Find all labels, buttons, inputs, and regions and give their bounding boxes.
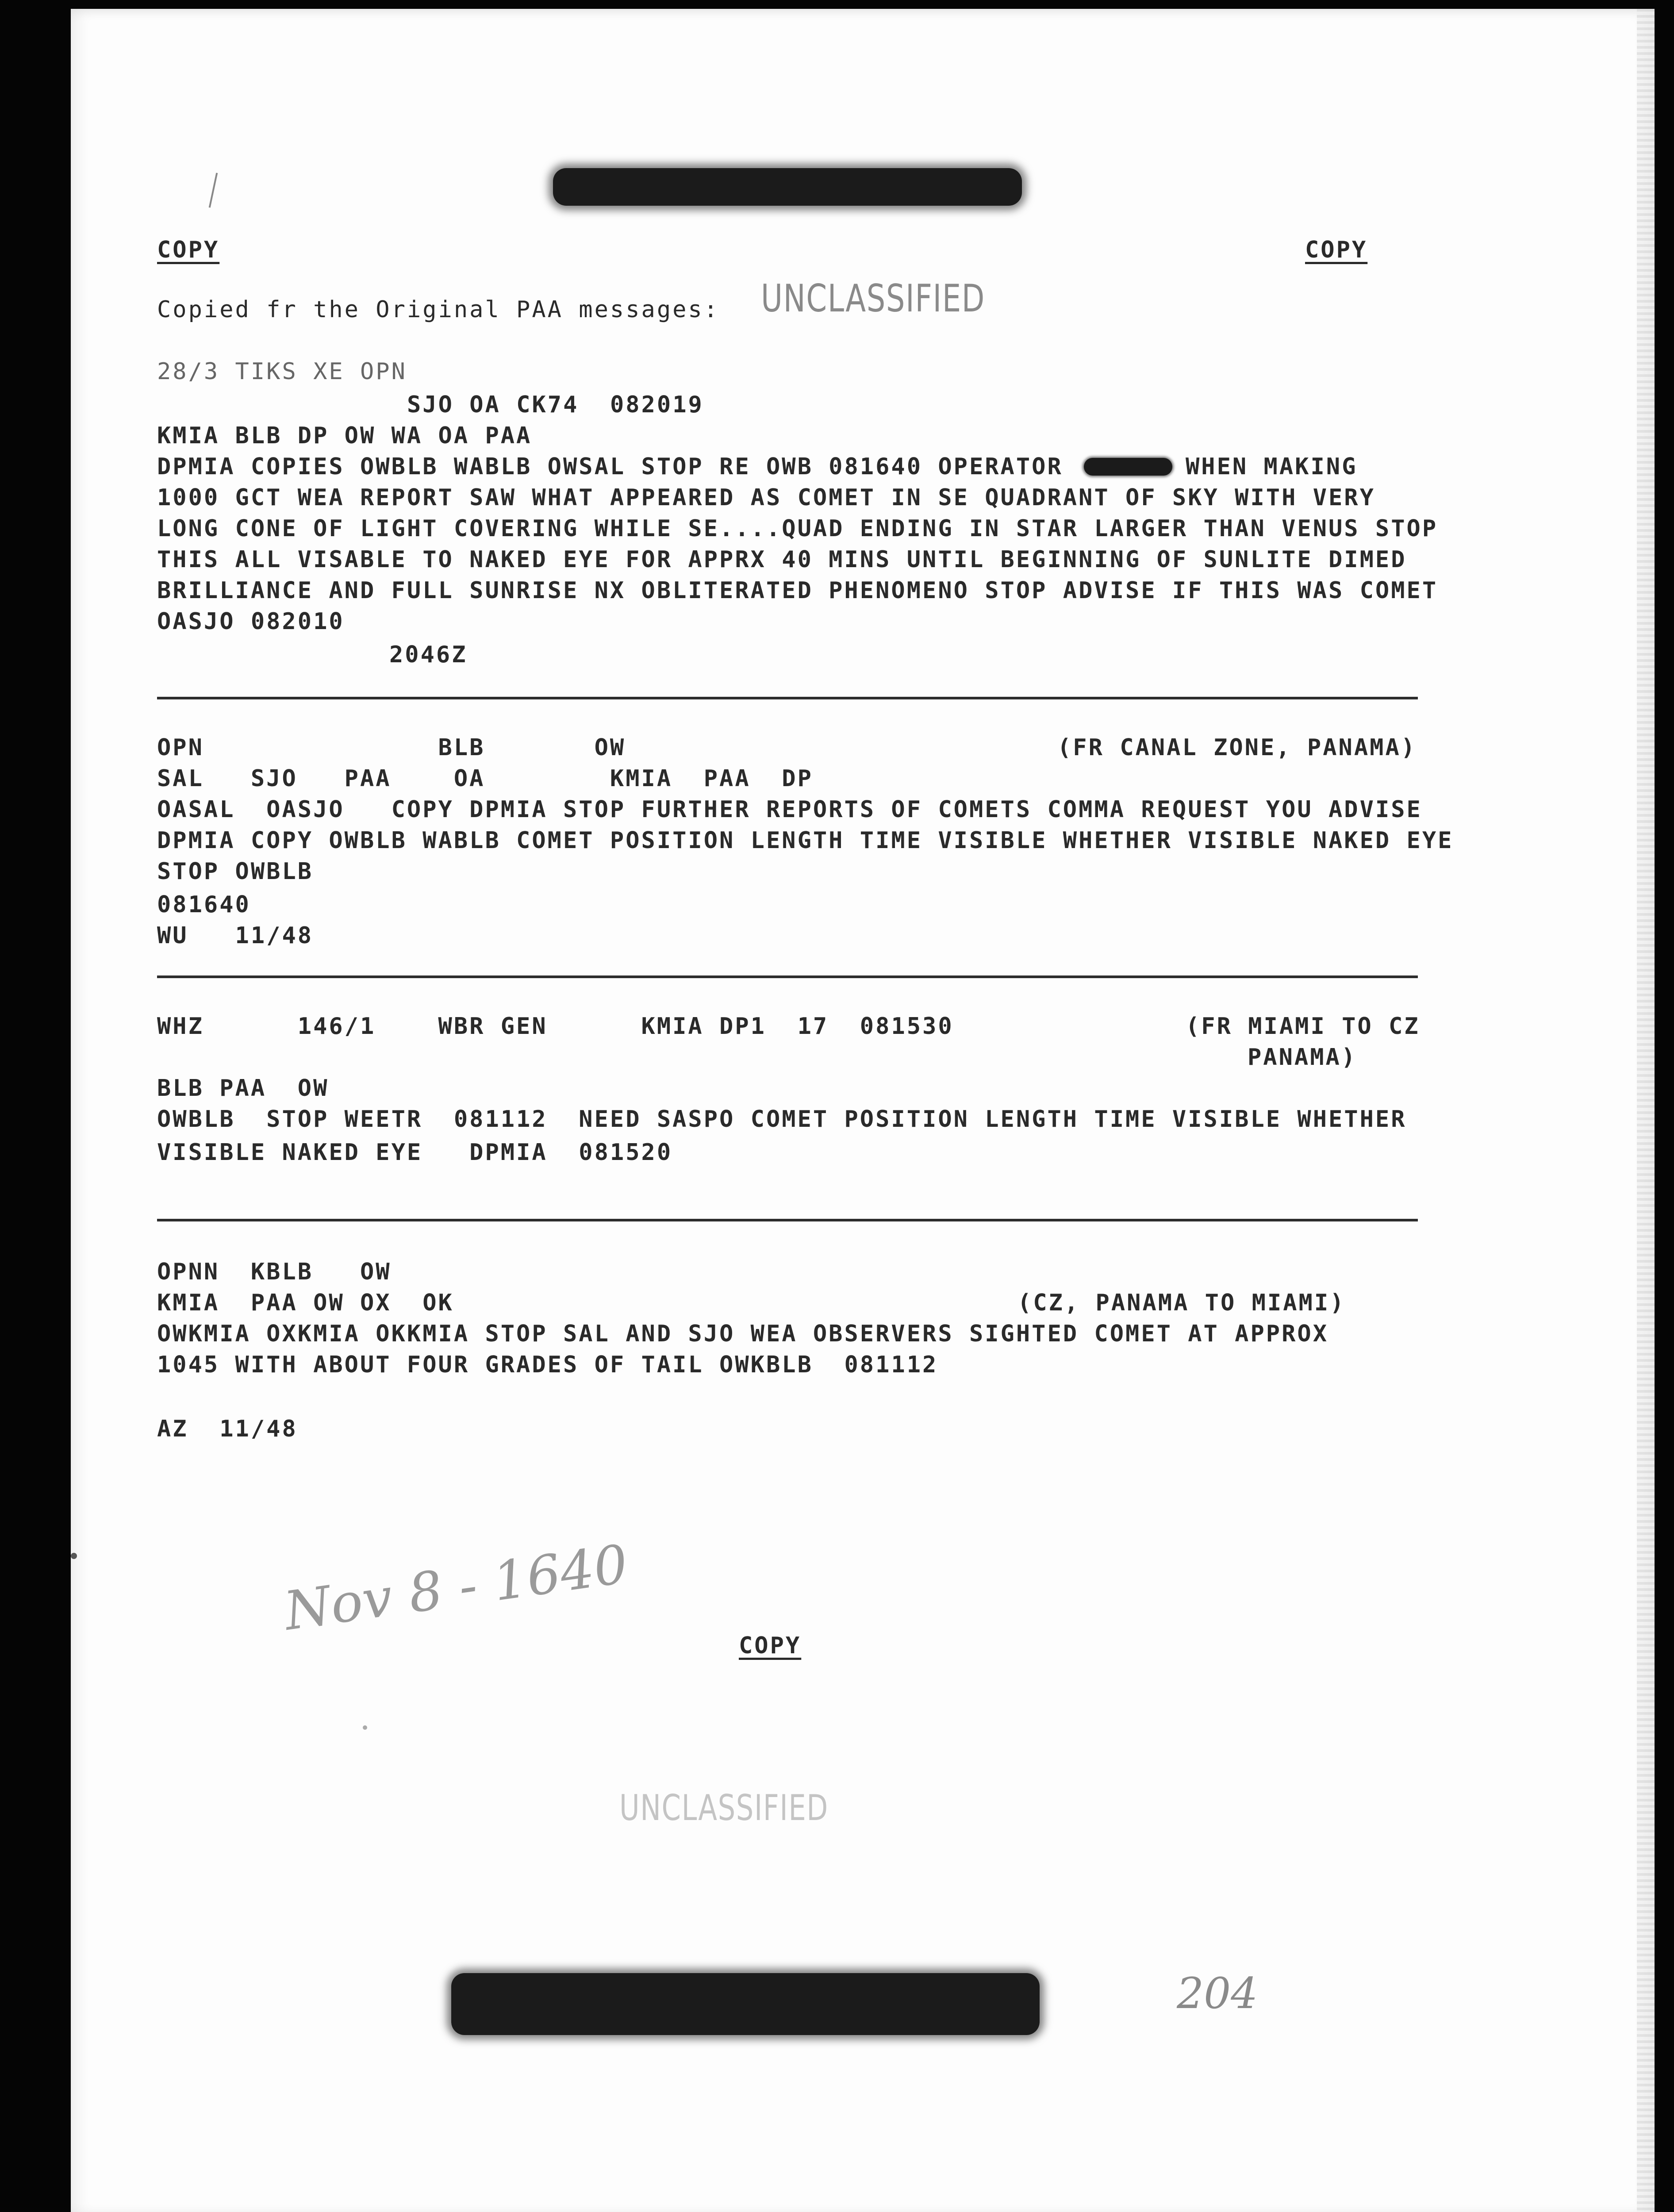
msg2-line: WU 11/48	[157, 922, 314, 949]
page-edge	[1637, 9, 1655, 2212]
unclassified-stamp-top: UNCLASSIFIED	[761, 276, 985, 321]
msg1-line: 28/3 TIKS XE OPN	[157, 358, 407, 385]
msg3-line: BLB PAA OW	[157, 1075, 329, 1102]
msg2-line: OASAL OASJO COPY DPMIA STOP FURTHER REPORTS OF COMETS COMMA REQUEST YOU ADVISE	[157, 796, 1422, 823]
msg4-line: OPNN KBLB OW	[157, 1259, 392, 1285]
msg1-line: THIS ALL VISABLE TO NAKED EYE FOR APPRX 40 MINS UNTIL BEGINNING OF SUNLITE DIMED	[157, 546, 1407, 573]
msg2-line: DPMIA COPY OWBLB WABLB COMET POSITION LENGTH TIME VISIBLE WHETHER VISIBLE NAKED EYE	[157, 827, 1454, 854]
divider-line	[157, 1219, 1418, 1221]
msg2-line: (FR CANAL ZONE, PANAMA)	[1057, 734, 1417, 761]
msg2-line: SAL SJO PAA OA KMIA PAA DP	[157, 765, 813, 792]
msg2-line: OPN BLB OW	[157, 734, 626, 761]
page-number: 204	[1177, 1969, 1258, 2018]
msg1-line: OASJO 082010	[157, 608, 345, 635]
msg3-line: WHZ 146/1 WBR GEN KMIA DP1 17 081530	[157, 1013, 954, 1040]
msg3-line: OWBLB STOP WEETR 081112 NEED SASPO COMET POSITION LENGTH TIME VISIBLE WHETHER	[157, 1106, 1407, 1133]
copy-label-right: COPY	[1305, 237, 1368, 263]
msg4-line: AZ 11/48	[157, 1416, 298, 1442]
redaction-bar-top	[553, 168, 1022, 206]
handwritten-date: Nov 8 - 1640	[280, 1533, 632, 1643]
msg4-line: (CZ, PANAMA TO MIAMI)	[1017, 1290, 1346, 1316]
msg4-line: OWKMIA OXKMIA OKKMIA STOP SAL AND SJO WEA OBSERVERS SIGHTED COMET AT APPROX	[157, 1321, 1328, 1347]
copy-label-bottom: COPY	[739, 1632, 802, 1659]
msg2-line: 081640	[157, 891, 251, 918]
operator-name-redaction	[1084, 458, 1172, 476]
msg1-line: 2046Z	[389, 641, 468, 668]
divider-line	[157, 975, 1418, 978]
document-page	[71, 9, 1655, 2212]
speck	[71, 1553, 77, 1559]
msg3-line: (FR MIAMI TO CZ	[1186, 1013, 1420, 1040]
msg1-line: WHEN MAKING	[1186, 453, 1358, 480]
redaction-bar-bottom	[451, 1973, 1040, 2035]
msg4-line: 1045 WITH ABOUT FOUR GRADES OF TAIL OWKBLB 081112	[157, 1352, 938, 1378]
msg4-line: KMIA PAA OW OX OK	[157, 1290, 454, 1316]
msg1-line: SJO OA CK74 082019	[407, 392, 704, 418]
msg3-line: VISIBLE NAKED EYE DPMIA 081520	[157, 1139, 673, 1166]
unclassified-stamp-bottom: UNCLASSIFIED	[619, 1787, 829, 1828]
msg1-line: LONG CONE OF LIGHT COVERING WHILE SE....QUAD ENDING IN STAR LARGER THAN VENUS STOP	[157, 515, 1438, 542]
msg1-line: BRILLIANCE AND FULL SUNRISE NX OBLITERATED PHENOMENO STOP ADVISE IF THIS WAS COMET	[157, 577, 1438, 604]
msg2-line: STOP OWBLB	[157, 858, 314, 885]
speck	[363, 1725, 367, 1730]
msg1-line: DPMIA COPIES OWBLB WABLB OWSAL STOP RE OWB 081640 OPERATOR	[157, 453, 1063, 480]
divider-line	[157, 697, 1418, 699]
copy-label-left: COPY	[157, 237, 220, 263]
msg1-line: KMIA BLB DP OW WA OA PAA	[157, 422, 532, 449]
msg1-line: 1000 GCT WEA REPORT SAW WHAT APPEARED AS COMET IN SE QUADRANT OF SKY WITH VERY	[157, 484, 1375, 511]
scratch-mark	[209, 173, 218, 207]
source-line: Copied fr the Original PAA messages:	[157, 296, 720, 323]
msg3-line: PANAMA)	[1248, 1044, 1357, 1071]
